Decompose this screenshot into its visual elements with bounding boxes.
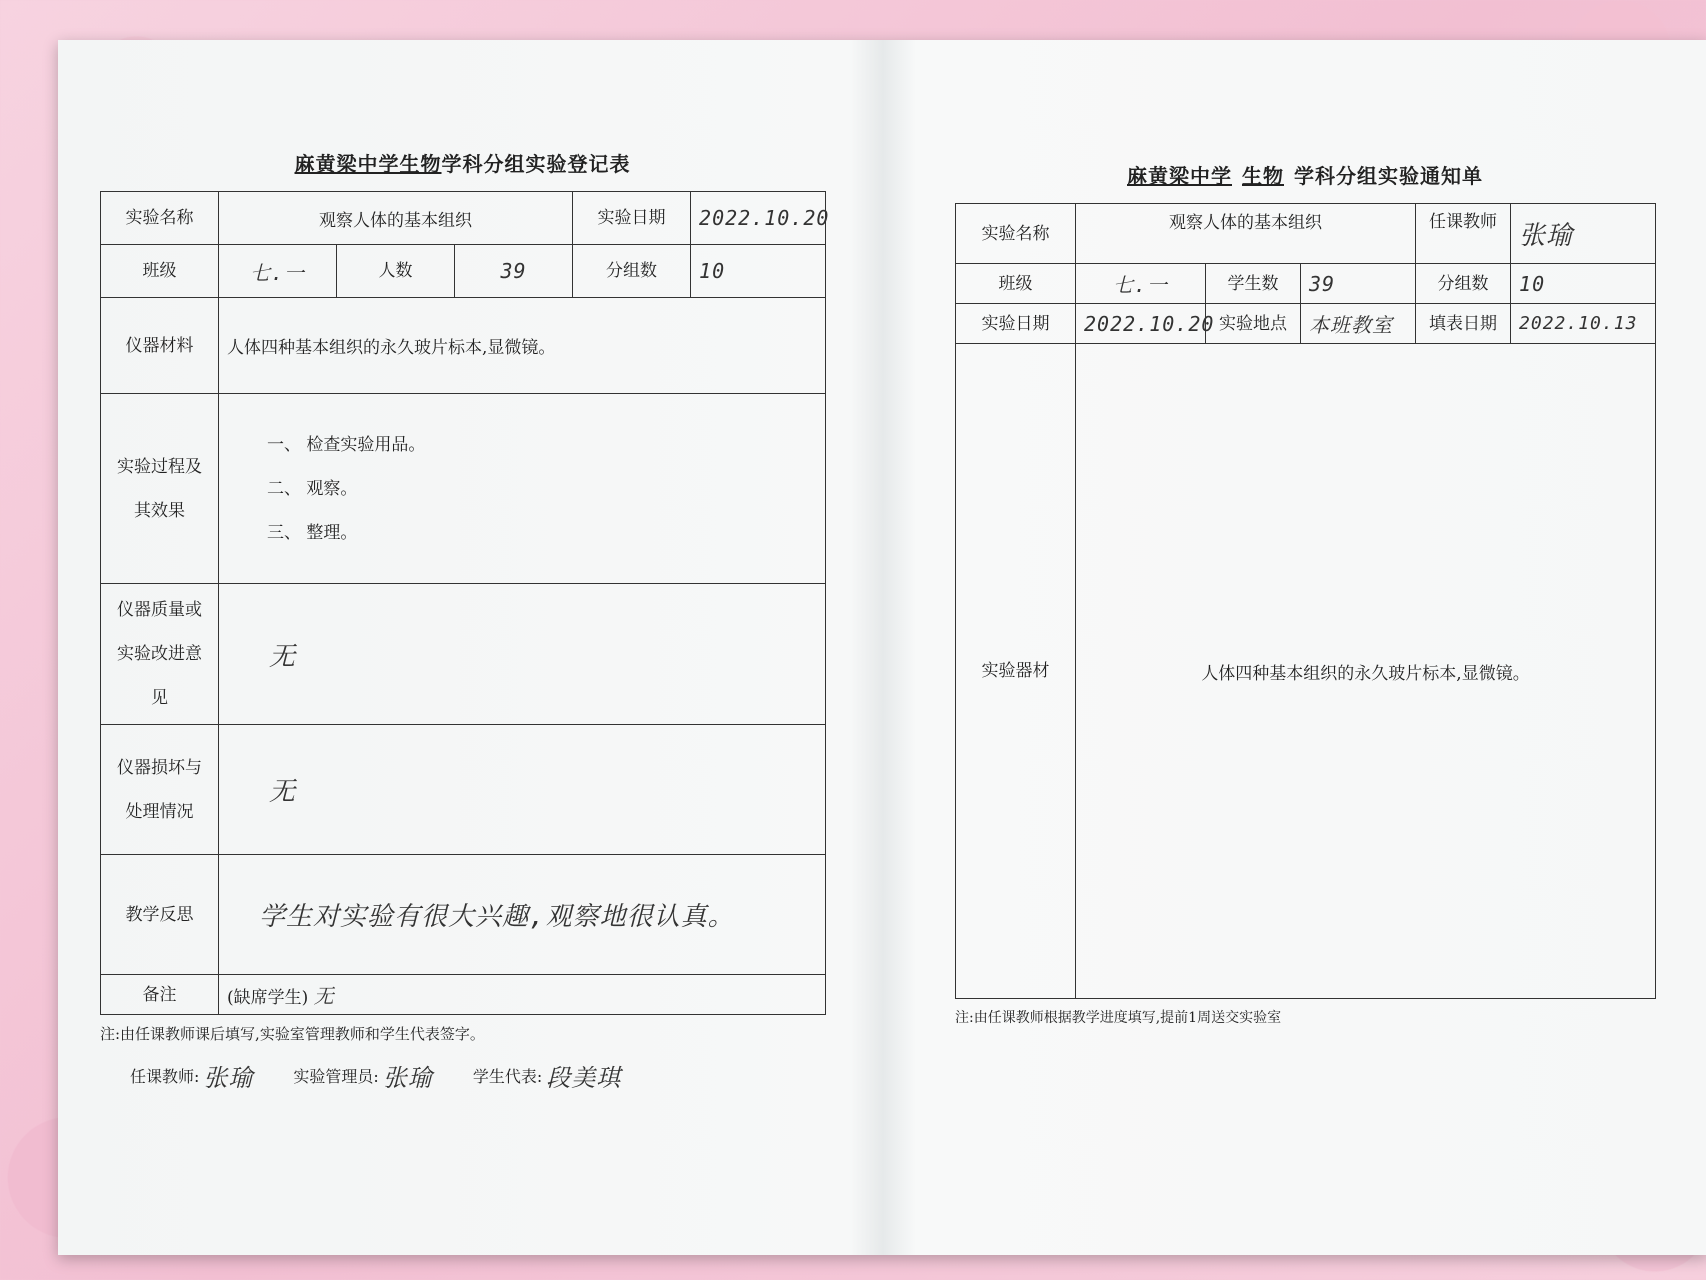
admin-signature-value: 张瑜 <box>382 1064 433 1092</box>
value-students: 39 <box>1301 264 1416 304</box>
value-group-count: 10 <box>1511 264 1656 304</box>
label-reflection: 教学反思 <box>101 855 219 975</box>
label-group-count: 分组数 <box>573 245 691 298</box>
teacher-signature-label: 任课教师: <box>130 1067 200 1086</box>
value-group-count: 10 <box>691 245 826 298</box>
value-materials: 人体四种基本组织的永久玻片标本,显微镜。 <box>219 298 826 394</box>
value-location: 本班教室 <box>1301 304 1416 344</box>
value-class: 七.一 <box>219 245 337 298</box>
label-teacher: 任课教师 <box>1416 204 1511 264</box>
label-group-count: 分组数 <box>1416 264 1511 304</box>
value-fill-date: 2022.10.13 <box>1511 304 1656 344</box>
step-1: 一、 检查实验用品。 <box>267 434 426 455</box>
registration-note: 注:由任课教师课后填写,实验室管理教师和学生代表签字。 <box>100 1025 485 1043</box>
teacher-signature <box>130 1058 253 1093</box>
label-fill-date: 填表日期 <box>1416 304 1511 344</box>
title-subject: 生物 <box>1242 164 1284 188</box>
label-experiment-name: 实验名称 <box>956 204 1076 264</box>
label-materials: 仪器材料 <box>101 298 219 394</box>
value-experiment-name: 观察人体的基本组织 <box>1076 204 1416 264</box>
remarks-value: 无 <box>313 984 335 1008</box>
label-location: 实验地点 <box>1206 304 1301 344</box>
value-reflection: 学生对实验有很大兴趣,观察地很认真。 <box>219 855 826 975</box>
notice-form-title <box>955 160 1655 189</box>
value-quality: 无 <box>219 584 826 725</box>
label-experiment-name: 实验名称 <box>101 192 219 245</box>
notice-form <box>955 160 1655 1027</box>
title-school: 麻黄梁中学 <box>1127 164 1232 188</box>
value-equipment: 人体四种基本组织的永久玻片标本,显微镜。 <box>1076 344 1656 999</box>
title-school: 麻黄梁中学 <box>294 152 400 176</box>
label-process: 实验过程及其效果 <box>101 394 219 584</box>
label-experiment-date: 实验日期 <box>956 304 1076 344</box>
label-damage: 仪器损坏与处理情况 <box>101 725 219 855</box>
label-people: 人数 <box>337 245 455 298</box>
registration-form <box>100 148 830 1093</box>
label-students: 学生数 <box>1206 264 1301 304</box>
value-experiment-date: 2022.10.20 <box>691 192 826 245</box>
value-class: 七.一 <box>1076 264 1206 304</box>
registration-form-title <box>100 148 825 177</box>
admin-signature-label: 实验管理员: <box>293 1067 379 1086</box>
admin-signature <box>293 1058 432 1093</box>
teacher-signature-value: 张瑜 <box>203 1064 254 1092</box>
label-experiment-date: 实验日期 <box>573 192 691 245</box>
notice-table <box>955 203 1656 999</box>
remarks-prefix: (缺席学生) <box>227 988 309 1008</box>
value-experiment-date: 2022.10.20 <box>1076 304 1206 344</box>
signature-row <box>130 1058 825 1093</box>
value-teacher: 张瑜 <box>1511 204 1656 264</box>
value-process <box>219 394 826 584</box>
notice-note: 注:由任课教师根据教学进度填写,提前1周送交实验室 <box>955 1010 1282 1026</box>
label-remarks: 备注 <box>101 975 219 1015</box>
value-damage: 无 <box>219 725 826 855</box>
title-subject: 生物 <box>399 152 442 176</box>
step-3: 三、 整理。 <box>267 522 358 543</box>
value-remarks <box>219 975 826 1015</box>
student-signature-label: 学生代表: <box>472 1067 543 1086</box>
value-experiment-name: 观察人体的基本组织 <box>219 192 573 245</box>
label-equipment: 实验器材 <box>956 344 1076 999</box>
value-people: 39 <box>455 245 573 298</box>
student-signature-value: 段美琪 <box>546 1064 622 1092</box>
step-2: 二、 观察。 <box>267 478 358 499</box>
title-rest: 学科分组实验通知单 <box>1294 164 1483 188</box>
registration-table <box>100 191 830 1015</box>
student-signature <box>473 1058 621 1093</box>
label-class: 班级 <box>956 264 1076 304</box>
label-quality: 仪器质量或实验改进意见 <box>101 584 219 725</box>
title-rest: 学科分组实验登记表 <box>441 152 631 176</box>
label-class: 班级 <box>101 245 219 298</box>
